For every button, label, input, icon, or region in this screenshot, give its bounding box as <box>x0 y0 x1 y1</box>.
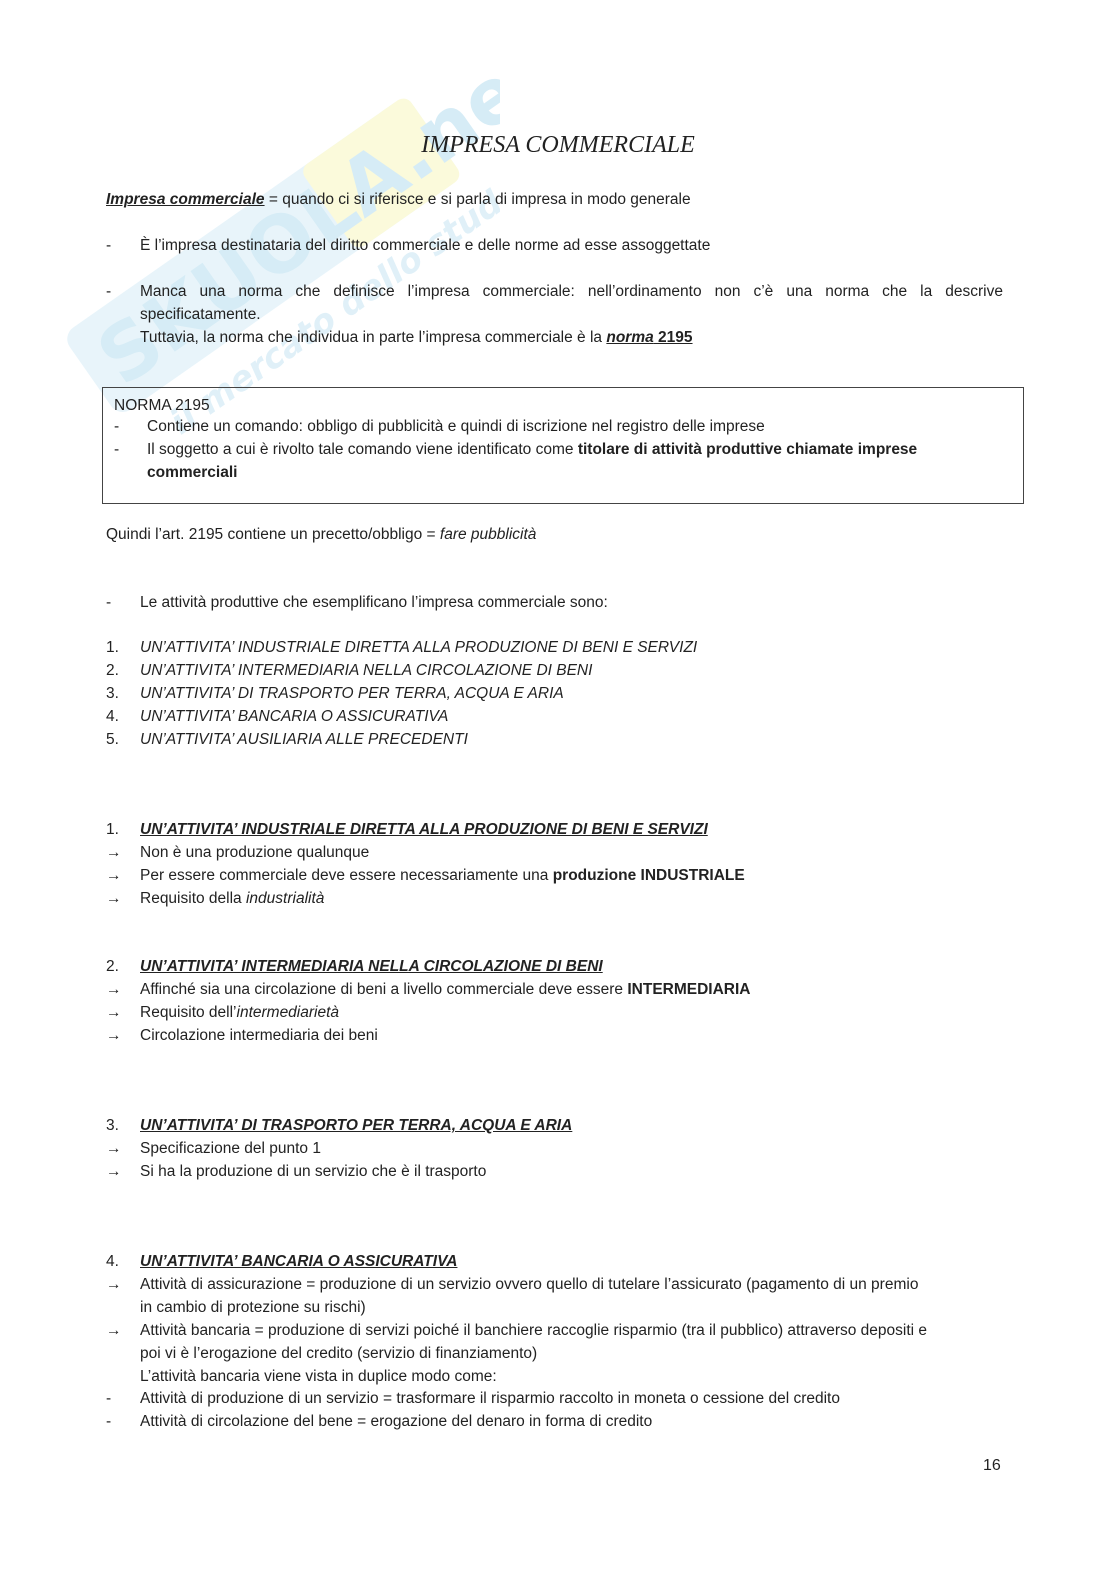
section-2-num: 2. <box>106 958 119 975</box>
arrow-icon: → <box>106 890 122 907</box>
section-1-num: 1. <box>106 821 119 838</box>
arrow-icon: → <box>106 981 122 998</box>
section-4-point-1-line-2: in cambio di protezione su rischi) <box>140 1299 366 1316</box>
section-2-point-2 <box>140 1002 339 1024</box>
page-title: IMPRESA COMMERCIALE <box>421 132 695 158</box>
norma-box-item-2-cont: commerciali <box>147 464 238 481</box>
norma-box-item-2-text: Il soggetto a cui è rivolto tale comando viene identificato come <box>147 441 578 458</box>
activity-item: UN’ATTIVITA’ AUSILIARIA ALLE PRECEDENTI <box>140 731 468 748</box>
dash-marker: - <box>106 1390 112 1407</box>
arrow-icon: → <box>106 1004 122 1021</box>
section-4-dash-1: Attività di produzione di un servizio = trasformare il risparmio raccolto in moneta o cessione del credito <box>140 1390 840 1407</box>
activity-item: UN’ATTIVITA’ INTERMEDIARIA NELLA CIRCOLAZIONE DI BENI <box>140 662 593 679</box>
page-number: 16 <box>983 1457 1001 1474</box>
activity-item: UN’ATTIVITA’ BANCARIA O ASSICURATIVA <box>140 708 449 725</box>
bullet-2-text: Tuttavia, la norma che individua in parte l’impresa commerciale è la <box>140 329 607 346</box>
section-3-heading: UN’ATTIVITA’ DI TRASPORTO PER TERRA, ACQUA E ARIA <box>140 1117 573 1134</box>
norma-number: 2195 <box>653 329 693 346</box>
norma-link: norma <box>606 329 654 346</box>
bullet-2-line-2: specificatamente. <box>140 306 261 323</box>
norma-box-item-2-bold: titolare di attività produttive chiamate imprese <box>577 441 918 458</box>
section-4-point-2-line-3: L’attività bancaria viene vista in duplice modo come: <box>140 1368 497 1385</box>
section-4-dash-2: Attività di circolazione del bene = erogazione del denaro in forma di credito <box>140 1413 653 1430</box>
norma-box-item-1: Contiene un comando: obbligo di pubblicità e quindi di iscrizione nel registro delle imprese <box>147 418 765 435</box>
activity-num: 2. <box>106 662 119 679</box>
section-2-point-1 <box>140 979 751 1001</box>
watermark-text: SKUOLA.net <box>82 60 500 404</box>
dash-marker: - <box>114 418 120 435</box>
section-4-num: 4. <box>106 1253 119 1270</box>
norma-box-item-2 <box>147 439 917 461</box>
section-1-point-3 <box>140 888 324 910</box>
bullet-1: È l’impresa destinataria del diritto commerciale e delle norme ad esse assoggettate <box>140 237 711 254</box>
intro-term: Impresa commerciale <box>106 191 265 208</box>
section-2-heading: UN’ATTIVITA’ INTERMEDIARIA NELLA CIRCOLAZIONE DI BENI <box>140 958 603 975</box>
section-3-num: 3. <box>106 1117 119 1134</box>
arrow-icon: → <box>106 1322 122 1339</box>
section-1-point-2 <box>140 865 745 887</box>
activity-num: 5. <box>106 731 119 748</box>
section-1-point-2-text: Per essere commerciale deve essere necessariamente una <box>140 867 553 884</box>
norma-box-heading: NORMA 2195 <box>114 397 210 414</box>
bullet-2-line-3 <box>140 327 693 349</box>
section-2-point-2-italic: intermediarietà <box>236 1004 340 1021</box>
section-1-point-3-italic: industrialità <box>245 890 325 907</box>
section-4-heading: UN’ATTIVITA’ BANCARIA O ASSICURATIVA <box>140 1253 458 1270</box>
section-2-point-3: Circolazione intermediaria dei beni <box>140 1027 378 1044</box>
bullet-2-line-1: Manca una norma che definisce l’impresa commerciale: nell’ordinamento non c’è una norma che la descrive <box>140 283 1003 300</box>
activity-num: 1. <box>106 639 119 656</box>
activities-intro: Le attività produttive che esemplificano l’impresa commerciale sono: <box>140 594 608 611</box>
section-1-heading: UN’ATTIVITA’ INDUSTRIALE DIRETTA ALLA PRODUZIONE DI BENI E SERVIZI <box>140 821 708 838</box>
dash-marker: - <box>106 283 112 300</box>
section-1-point-3-text: Requisito della <box>140 890 246 907</box>
section-4-point-2-line-1: Attività bancaria = produzione di servizi poiché il banchiere raccoglie risparmio (tra il pubblico) attraverso depositi e <box>140 1322 928 1339</box>
section-1-point-1: Non è una produzione qualunque <box>140 844 370 861</box>
activity-item: UN’ATTIVITA’ DI TRASPORTO PER TERRA, ACQUA E ARIA <box>140 685 564 702</box>
activity-item: UN’ATTIVITA’ INDUSTRIALE DIRETTA ALLA PRODUZIONE DI BENI E SERVIZI <box>140 639 698 656</box>
arrow-icon: → <box>106 1276 122 1293</box>
section-2-point-1-text: Affinché sia una circolazione di beni a livello commerciale deve essere <box>140 981 628 998</box>
arrow-icon: → <box>106 1163 122 1180</box>
activity-num: 4. <box>106 708 119 725</box>
arrow-icon: → <box>106 867 122 884</box>
section-4-point-2-line-2: poi vi è l’erogazione del credito (servizio di finanziamento) <box>140 1345 538 1362</box>
intro-definition: = quando ci si riferisce e si parla di impresa in modo generale <box>264 191 691 208</box>
section-3-point-2: Si ha la produzione di un servizio che è il trasporto <box>140 1163 487 1180</box>
quindi-text: Quindi l’art. 2195 contiene un precetto/obbligo = <box>106 526 440 543</box>
section-3-point-1: Specificazione del punto 1 <box>140 1140 321 1157</box>
quindi-italic: fare pubblicità <box>439 526 537 543</box>
section-2-point-2-text: Requisito dell’ <box>140 1004 237 1021</box>
section-1-point-2-bold: produzione INDUSTRIALE <box>552 867 745 884</box>
intro-line <box>106 189 691 211</box>
section-4-point-1-line-1: Attività di assicurazione = produzione di un servizio ovvero quello di tutelare l’assicurato (pagamento di un premio <box>140 1276 919 1293</box>
arrow-icon: → <box>106 844 122 861</box>
activity-num: 3. <box>106 685 119 702</box>
dash-marker: - <box>106 1413 112 1430</box>
dash-marker: - <box>106 594 112 611</box>
quindi-line <box>106 524 536 546</box>
section-2-point-1-bold: INTERMEDIARIA <box>627 981 751 998</box>
watermark-tagline: il mercato dello studente <box>162 133 500 443</box>
arrow-icon: → <box>106 1027 122 1044</box>
arrow-icon: → <box>106 1140 122 1157</box>
dash-marker: - <box>106 237 112 254</box>
dash-marker: - <box>114 441 120 458</box>
